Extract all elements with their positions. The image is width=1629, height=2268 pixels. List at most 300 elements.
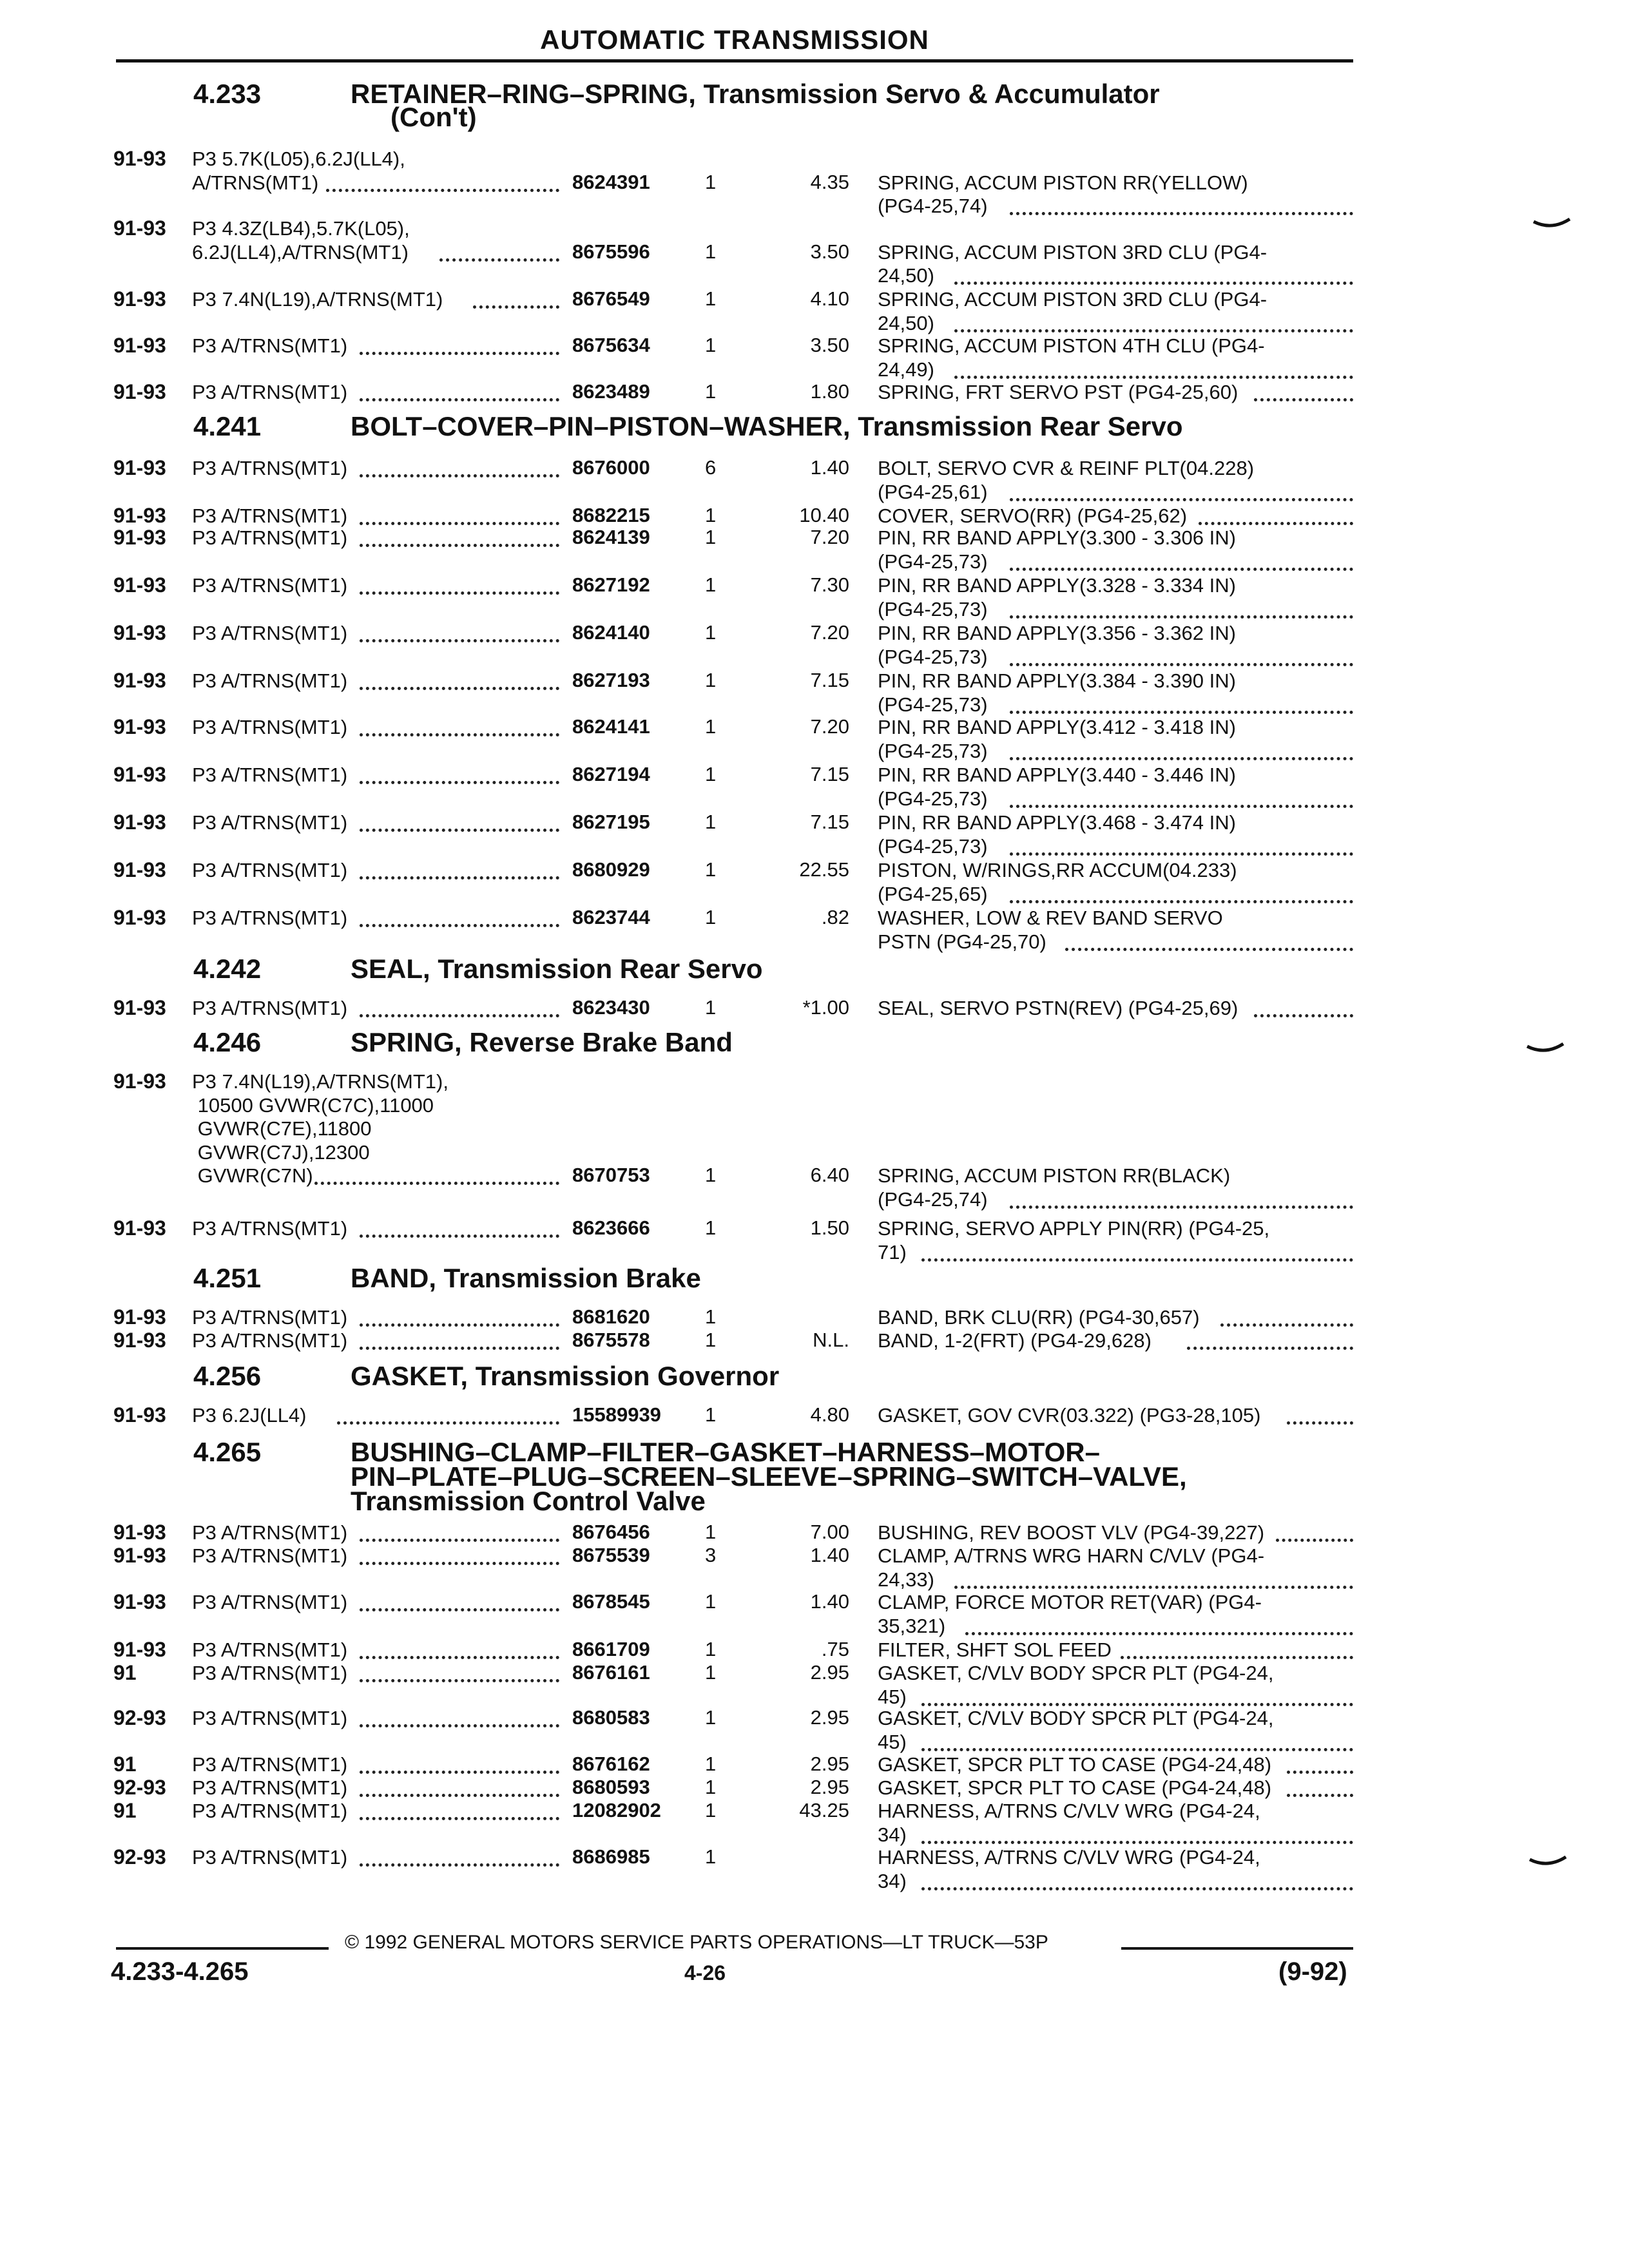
part-number: 8686985: [572, 1845, 650, 1868]
quantity: 1: [705, 1776, 717, 1798]
application: P3 A/TRNS(MT1): [192, 1306, 348, 1329]
price: 1.40: [810, 1590, 849, 1613]
model-years: 92-93: [113, 1845, 166, 1869]
model-years: 91: [113, 1799, 137, 1822]
quantity: 1: [705, 1590, 717, 1613]
leader-dots: [360, 1608, 559, 1611]
part-number: 8675634: [572, 334, 650, 356]
part-number: 8624141: [572, 715, 650, 738]
part-description: (PG4-25,73): [878, 645, 988, 668]
application: P3 A/TRNS(MT1): [192, 1544, 348, 1567]
leader-dots: [360, 1539, 559, 1542]
leader-dots: [1199, 522, 1353, 525]
quantity: 1: [705, 1638, 717, 1660]
section-number: 4.246: [193, 1027, 262, 1057]
section-number: 4.256: [193, 1361, 262, 1391]
part-description: (PG4-25,74): [878, 195, 988, 217]
part-description: PSTN (PG4-25,70): [878, 930, 1046, 953]
model-years: 92-93: [113, 1706, 166, 1729]
part-number: 8623489: [572, 380, 650, 403]
price: 7.15: [810, 811, 849, 833]
leader-dots: [1287, 1794, 1353, 1797]
application: P3 A/TRNS(MT1): [192, 716, 348, 738]
part-description: 34): [878, 1823, 907, 1846]
part-description: (PG4-25,73): [878, 787, 988, 810]
part-description: SPRING, ACCUM PISTON 4TH CLU (PG4-: [878, 334, 1265, 357]
leader-dots: [954, 282, 1353, 285]
model-years: 91-93: [113, 334, 166, 357]
part-number: 15589939: [572, 1403, 661, 1426]
part-description: 45): [878, 1685, 907, 1708]
part-description: 71): [878, 1240, 907, 1264]
application: P3 A/TRNS(MT1): [192, 526, 348, 549]
application: P3 A/TRNS(MT1): [192, 1329, 348, 1352]
part-description: 35,321): [878, 1614, 946, 1637]
quantity: 1: [705, 763, 717, 785]
part-description: HARNESS, A/TRNS C/VLV WRG (PG4-24,: [878, 1846, 1260, 1869]
footer-rule-right: [1121, 1947, 1353, 1950]
price: 3.50: [810, 240, 849, 263]
section-number: 4.242: [193, 954, 262, 984]
leader-dots: [921, 1887, 1353, 1890]
leader-dots: [1010, 615, 1353, 619]
application: P3 A/TRNS(MT1): [192, 1707, 348, 1729]
part-description: (PG4-25,65): [878, 882, 988, 905]
leader-dots: [360, 876, 559, 879]
leader-dots: [337, 1421, 559, 1425]
model-years: 91-93: [113, 1521, 166, 1544]
part-description: (PG4-25,73): [878, 739, 988, 762]
price: 1.50: [810, 1216, 849, 1239]
model-years: 91-93: [113, 287, 166, 311]
part-description: SPRING, ACCUM PISTON RR(BLACK): [878, 1164, 1231, 1187]
part-number: 8676549: [572, 287, 650, 310]
part-description: (PG4-25,73): [878, 597, 988, 620]
price: 2.95: [810, 1661, 849, 1684]
leader-dots: [1220, 1323, 1353, 1327]
footer-copyright: © 1992 GENERAL MOTORS SERVICE PARTS OPERATIONS—LT TRUCK—53P: [345, 1932, 1048, 1953]
part-number: 8675578: [572, 1329, 650, 1351]
part-number: 8624139: [572, 526, 650, 548]
part-number: 8680583: [572, 1706, 650, 1729]
part-number: 8623666: [572, 1216, 650, 1239]
application: P3 A/TRNS(MT1): [192, 1800, 348, 1822]
model-years: 91-93: [113, 996, 166, 1019]
leader-dots: [360, 1679, 559, 1682]
quantity: 1: [705, 170, 717, 193]
application: P3 A/TRNS(MT1): [192, 505, 348, 527]
quantity: 1: [705, 1216, 717, 1239]
leader-dots: [954, 376, 1353, 379]
footer-page-number: 4-26: [684, 1961, 726, 1984]
price: 2.95: [810, 1753, 849, 1775]
leader-dots: [965, 1632, 1353, 1635]
part-description: WASHER, LOW & REV BAND SERVO: [878, 907, 1223, 929]
part-description: SPRING, FRT SERVO PST (PG4-25,60): [878, 381, 1239, 403]
section-title: RETAINER–RING–SPRING, Transmission Servo & Accumulator: [351, 79, 1160, 109]
part-description: PIN, RR BAND APPLY(3.300 - 3.306 IN): [878, 526, 1236, 549]
leader-dots: [360, 1656, 559, 1659]
part-description: (PG4-25,73): [878, 550, 988, 573]
part-description: PIN, RR BAND APPLY(3.328 - 3.334 IN): [878, 574, 1236, 597]
part-number: 8623744: [572, 906, 650, 928]
model-years: 91-93: [113, 526, 166, 549]
application: GVWR(C7J),12300: [192, 1140, 370, 1164]
quantity: 1: [705, 1403, 717, 1426]
application: A/TRNS(MT1): [192, 171, 319, 194]
quantity: 1: [705, 906, 717, 928]
model-years: 91-93: [113, 1544, 166, 1567]
model-years: 91-93: [113, 715, 166, 738]
part-number: 8675539: [572, 1544, 650, 1566]
price: 22.55: [799, 858, 849, 881]
header-rule: [116, 59, 1353, 62]
part-number: 8624140: [572, 621, 650, 644]
part-description: GASKET, C/VLV BODY SPCR PLT (PG4-24,: [878, 1662, 1274, 1684]
part-description: PIN, RR BAND APPLY(3.356 - 3.362 IN): [878, 622, 1236, 644]
check-mark-icon: [1526, 1043, 1565, 1057]
model-years: 91-93: [113, 504, 166, 527]
model-years: 91-93: [113, 1403, 166, 1427]
price: 7.00: [810, 1521, 849, 1543]
part-description: FILTER, SHFT SOL FEED: [878, 1639, 1112, 1661]
check-mark-icon: [1528, 1856, 1567, 1870]
section-title: SPRING, Reverse Brake Band: [351, 1027, 733, 1057]
leader-dots: [921, 1258, 1353, 1262]
part-description: CLAMP, A/TRNS WRG HARN C/VLV (PG4-: [878, 1544, 1265, 1567]
part-description: PIN, RR BAND APPLY(3.468 - 3.474 IN): [878, 811, 1236, 834]
model-years: 91-93: [113, 906, 166, 929]
check-mark-icon: [1532, 218, 1571, 232]
part-description: 24,49): [878, 358, 934, 381]
leader-dots: [1287, 1421, 1353, 1425]
part-description: 45): [878, 1730, 907, 1753]
application: P3 6.2J(LL4): [192, 1404, 307, 1427]
model-years: 91-93: [113, 763, 166, 786]
footer-section-range: 4.233-4.265: [111, 1957, 249, 1986]
part-number: 8676161: [572, 1661, 650, 1684]
part-description: SPRING, SERVO APPLY PIN(RR) (PG4-25,: [878, 1217, 1270, 1240]
model-years: 91-93: [113, 380, 166, 403]
model-years: 91-93: [113, 858, 166, 881]
leader-dots: [921, 1703, 1353, 1706]
price: 3.50: [810, 334, 849, 356]
price: .75: [821, 1638, 849, 1660]
leader-dots: [360, 1817, 559, 1820]
leader-dots: [1065, 948, 1353, 951]
leader-dots: [360, 1323, 559, 1327]
leader-dots: [1010, 568, 1353, 571]
part-number: 8680593: [572, 1776, 650, 1798]
section-title: PIN–PLATE–PLUG–SCREEN–SLEEVE–SPRING–SWITCH–VALVE,: [351, 1461, 1187, 1492]
leader-dots: [360, 829, 559, 832]
quantity: 1: [705, 526, 717, 548]
leader-dots: [1287, 1771, 1353, 1774]
leader-dots: [360, 1771, 559, 1774]
application: P3 4.3Z(LB4),5.7K(L05),: [192, 217, 410, 240]
application: P3 A/TRNS(MT1): [192, 334, 348, 357]
quantity: 1: [705, 1799, 717, 1821]
application: P3 A/TRNS(MT1): [192, 907, 348, 929]
price: 7.20: [810, 715, 849, 738]
application: GVWR(C7E),11800: [192, 1117, 372, 1140]
application: GVWR(C7N): [192, 1164, 313, 1187]
quantity: 1: [705, 1706, 717, 1729]
model-years: 91-93: [113, 1590, 166, 1613]
part-number: 8623430: [572, 996, 650, 1019]
part-number: 8676000: [572, 456, 650, 479]
section-title: GASKET, Transmission Governor: [351, 1361, 780, 1391]
application: P3 A/TRNS(MT1): [192, 1776, 348, 1799]
price: 7.15: [810, 763, 849, 785]
application: 10500 GVWR(C7C),11000: [192, 1093, 434, 1117]
quantity: 1: [705, 1305, 717, 1328]
price: .82: [821, 906, 849, 928]
price: 6.40: [810, 1164, 849, 1186]
footer-date: (9-92): [1278, 1957, 1347, 1986]
section-title: BOLT–COVER–PIN–PISTON–WASHER, Transmission Rear Servo: [351, 411, 1183, 441]
price: 7.20: [810, 621, 849, 644]
quantity: 1: [705, 1521, 717, 1543]
model-years: 91-93: [113, 573, 166, 597]
part-description: PIN, RR BAND APPLY(3.384 - 3.390 IN): [878, 669, 1236, 692]
section-title: (Con't): [390, 102, 477, 132]
section-number: 4.233: [193, 79, 262, 109]
leader-dots: [360, 398, 559, 401]
leader-dots: [360, 1724, 559, 1727]
section-title: Transmission Control Valve: [351, 1486, 706, 1516]
price: N.L.: [813, 1329, 849, 1351]
section-title: SEAL, Transmission Rear Servo: [351, 954, 763, 984]
part-description: (PG4-25,74): [878, 1187, 988, 1211]
quantity: 1: [705, 1164, 717, 1186]
leader-dots: [1010, 498, 1353, 501]
part-description: COVER, SERVO(RR) (PG4-25,62): [878, 505, 1188, 527]
application: P3 A/TRNS(MT1): [192, 1662, 348, 1684]
leader-dots: [360, 1794, 559, 1797]
part-number: 8675596: [572, 240, 650, 263]
part-description: BAND, 1-2(FRT) (PG4-29,628): [878, 1329, 1152, 1352]
quantity: 1: [705, 811, 717, 833]
model-years: 91-93: [113, 811, 166, 834]
part-description: BUSHING, REV BOOST VLV (PG4-39,227): [878, 1521, 1265, 1544]
part-description: (PG4-25,61): [878, 480, 988, 503]
page-title: AUTOMATIC TRANSMISSION: [540, 24, 929, 55]
quantity: 1: [705, 715, 717, 738]
application: P3 7.4N(L19),A/TRNS(MT1),: [192, 1070, 448, 1093]
quantity: 3: [705, 1544, 717, 1566]
price: 1.80: [810, 380, 849, 403]
leader-dots: [360, 474, 559, 477]
price: 4.10: [810, 287, 849, 310]
leader-dots: [1254, 1014, 1353, 1017]
part-description: (PG4-25,73): [878, 693, 988, 716]
leader-dots: [326, 189, 559, 192]
section-number: 4.251: [193, 1263, 262, 1293]
part-number: 8676456: [572, 1521, 650, 1543]
part-description: GASKET, SPCR PLT TO CASE (PG4-24,48): [878, 1776, 1272, 1799]
model-years: 91-93: [113, 1329, 166, 1352]
leader-dots: [1010, 663, 1353, 666]
leader-dots: [1276, 1539, 1353, 1542]
price: 1.40: [810, 1544, 849, 1566]
application: P3 A/TRNS(MT1): [192, 381, 348, 403]
quantity: 1: [705, 573, 717, 596]
part-number: 8624391: [572, 170, 650, 193]
quantity: 1: [705, 858, 717, 881]
leader-dots: [360, 1014, 559, 1017]
application: P3 A/TRNS(MT1): [192, 1846, 348, 1869]
application: P3 A/TRNS(MT1): [192, 764, 348, 786]
quantity: 1: [705, 380, 717, 403]
model-years: 91: [113, 1753, 137, 1776]
quantity: 1: [705, 240, 717, 263]
leader-dots: [954, 329, 1353, 332]
leader-dots: [360, 544, 559, 547]
price: 7.30: [810, 573, 849, 596]
leader-dots: [360, 924, 559, 927]
model-years: 91: [113, 1661, 137, 1684]
leader-dots: [360, 1235, 559, 1238]
part-number: 8676162: [572, 1753, 650, 1775]
application: P3 A/TRNS(MT1): [192, 1753, 348, 1776]
leader-dots: [1010, 757, 1353, 760]
leader-dots: [1010, 711, 1353, 714]
part-description: 24,50): [878, 311, 934, 334]
leader-dots: [1187, 1347, 1353, 1350]
part-description: SPRING, ACCUM PISTON 3RD CLU (PG4-: [878, 240, 1268, 264]
leader-dots: [1010, 852, 1353, 856]
leader-dots: [921, 1841, 1353, 1844]
price: 43.25: [799, 1799, 849, 1821]
part-number: 8627192: [572, 573, 650, 596]
part-number: 8627194: [572, 763, 650, 785]
model-years: 91-93: [113, 1216, 166, 1240]
part-description: BOLT, SERVO CVR & REINF PLT(04.228): [878, 457, 1255, 479]
part-number: 8682215: [572, 504, 650, 526]
leader-dots: [360, 1562, 559, 1565]
application: P3 A/TRNS(MT1): [192, 1521, 348, 1544]
model-years: 91-93: [113, 1070, 166, 1093]
part-description: SPRING, ACCUM PISTON 3RD CLU (PG4-: [878, 288, 1268, 311]
price: 4.35: [810, 170, 849, 193]
part-description: 24,33): [878, 1568, 934, 1591]
leader-dots: [921, 1748, 1353, 1751]
part-description: PISTON, W/RINGS,RR ACCUM(04.233): [878, 859, 1237, 881]
quantity: 1: [705, 621, 717, 644]
quantity: 1: [705, 334, 717, 356]
part-description: (PG4-25,73): [878, 834, 988, 858]
part-number: 8681620: [572, 1305, 650, 1328]
application: 6.2J(LL4),A/TRNS(MT1): [192, 240, 409, 264]
leader-dots: [360, 687, 559, 690]
section-title: BAND, Transmission Brake: [351, 1263, 701, 1293]
leader-dots: [360, 591, 559, 595]
leader-dots: [1254, 398, 1353, 401]
price: 7.20: [810, 526, 849, 548]
quantity: 6: [705, 456, 717, 479]
quantity: 1: [705, 504, 717, 526]
application: P3 A/TRNS(MT1): [192, 859, 348, 881]
part-number: 8670753: [572, 1164, 650, 1186]
part-description: CLAMP, FORCE MOTOR RET(VAR) (PG4-: [878, 1591, 1262, 1613]
footer-rule-left: [116, 1947, 329, 1950]
model-years: 91-93: [113, 456, 166, 479]
part-description: BAND, BRK CLU(RR) (PG4-30,657): [878, 1306, 1200, 1329]
application: P3 A/TRNS(MT1): [192, 574, 348, 597]
application: P3 A/TRNS(MT1): [192, 457, 348, 479]
leader-dots: [954, 1586, 1353, 1589]
model-years: 91-93: [113, 621, 166, 644]
quantity: 1: [705, 1845, 717, 1868]
leader-dots: [1010, 805, 1353, 808]
model-years: 91-93: [113, 216, 166, 240]
leader-dots: [360, 639, 559, 642]
leader-dots: [360, 1863, 559, 1867]
leader-dots: [314, 1182, 559, 1185]
application: P3 A/TRNS(MT1): [192, 669, 348, 692]
leader-dots: [360, 352, 559, 355]
price: 7.15: [810, 669, 849, 691]
section-title: BUSHING–CLAMP–FILTER–GASKET–HARNESS–MOTOR–: [351, 1437, 1100, 1467]
model-years: 91-93: [113, 669, 166, 692]
part-number: 12082902: [572, 1799, 661, 1821]
quantity: 1: [705, 287, 717, 310]
leader-dots: [439, 258, 559, 262]
part-description: 34): [878, 1869, 907, 1892]
part-description: HARNESS, A/TRNS C/VLV WRG (PG4-24,: [878, 1800, 1260, 1822]
quantity: 1: [705, 1329, 717, 1351]
leader-dots: [1010, 900, 1353, 903]
quantity: 1: [705, 1661, 717, 1684]
model-years: 91-93: [113, 1305, 166, 1329]
price: 10.40: [799, 504, 849, 526]
part-description: 24,50): [878, 264, 934, 287]
price: *1.00: [802, 996, 849, 1019]
application: P3 A/TRNS(MT1): [192, 1217, 348, 1240]
part-number: 8627195: [572, 811, 650, 833]
part-description: SEAL, SERVO PSTN(REV) (PG4-25,69): [878, 997, 1239, 1019]
part-description: PIN, RR BAND APPLY(3.412 - 3.418 IN): [878, 716, 1236, 738]
quantity: 1: [705, 669, 717, 691]
leader-dots: [1010, 1206, 1353, 1209]
leader-dots: [360, 522, 559, 525]
part-description: SPRING, ACCUM PISTON RR(YELLOW): [878, 171, 1248, 194]
part-number: 8680929: [572, 858, 650, 881]
part-number: 8661709: [572, 1638, 650, 1660]
part-number: 8627193: [572, 669, 650, 691]
application: P3 5.7K(L05),6.2J(LL4),: [192, 148, 405, 170]
price: 1.40: [810, 456, 849, 479]
model-years: 92-93: [113, 1776, 166, 1799]
application: P3 A/TRNS(MT1): [192, 997, 348, 1019]
leader-dots: [473, 305, 559, 309]
price: 2.95: [810, 1776, 849, 1798]
model-years: 91-93: [113, 1638, 166, 1661]
leader-dots: [360, 733, 559, 736]
leader-dots: [1121, 1656, 1353, 1659]
application: P3 A/TRNS(MT1): [192, 1591, 348, 1613]
application: P3 A/TRNS(MT1): [192, 622, 348, 644]
application: P3 7.4N(L19),A/TRNS(MT1): [192, 288, 443, 311]
leader-dots: [1010, 212, 1353, 215]
part-description: GASKET, GOV CVR(03.322) (PG3-28,105): [878, 1404, 1261, 1427]
price: 2.95: [810, 1706, 849, 1729]
quantity: 1: [705, 996, 717, 1019]
quantity: 1: [705, 1753, 717, 1775]
part-description: PIN, RR BAND APPLY(3.440 - 3.446 IN): [878, 764, 1236, 786]
leader-dots: [360, 781, 559, 784]
